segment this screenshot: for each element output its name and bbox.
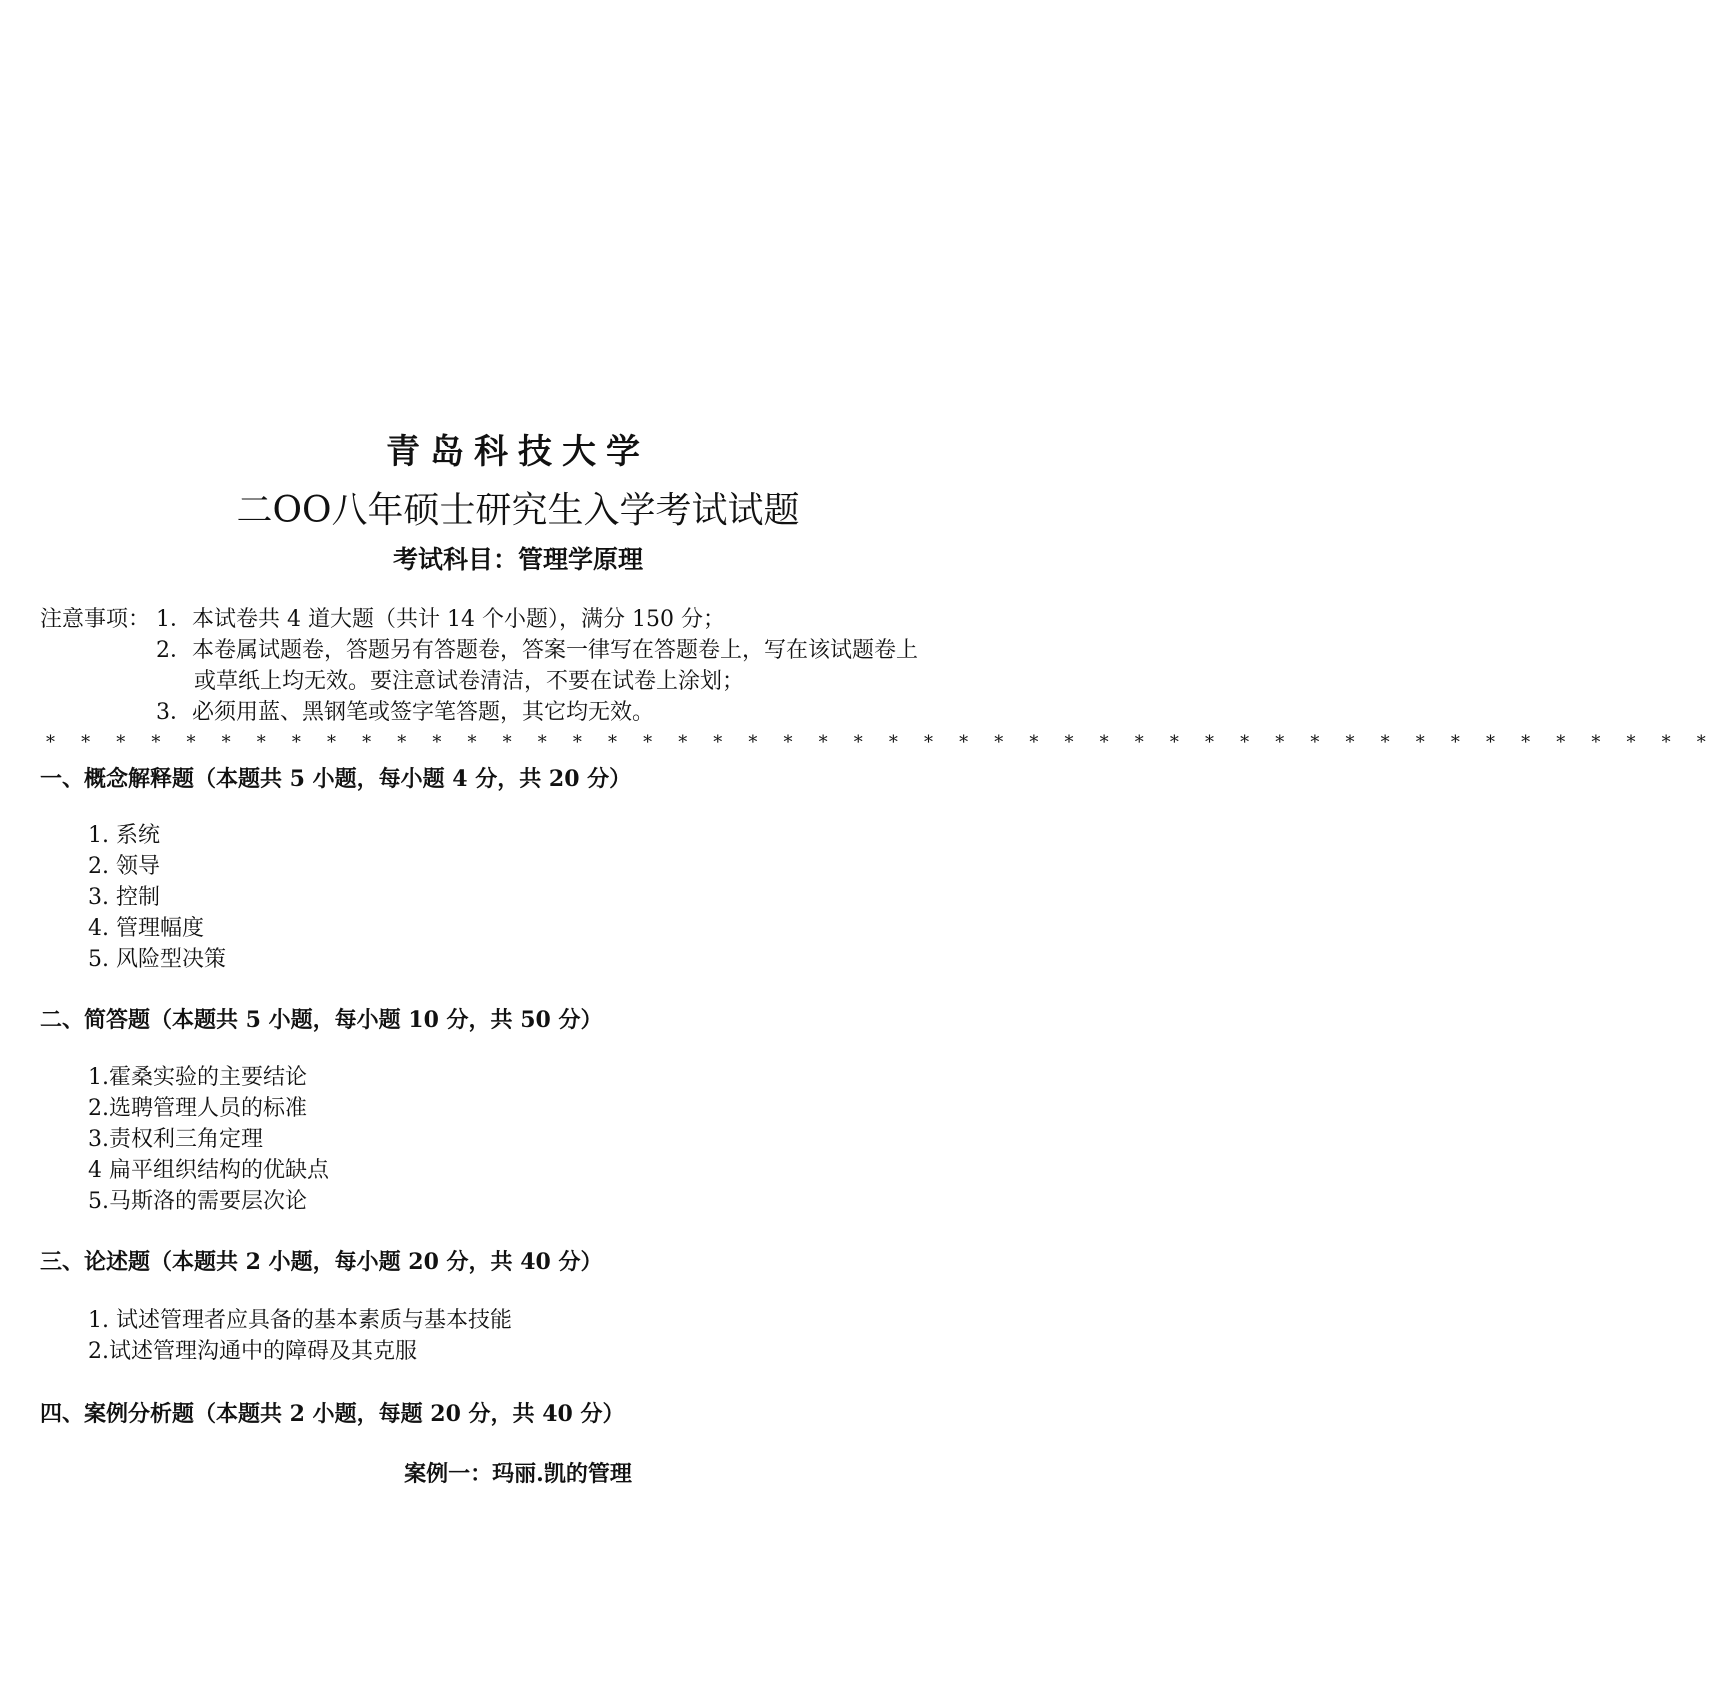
question-item: 1.霍桑实验的主要结论 <box>88 1065 307 1090</box>
question-item: 3. 控制 <box>88 885 160 910</box>
notice-item: 2．本卷属试题卷，答题另有答题卷，答案一律写在答题卷上，写在该试题卷上 <box>156 638 918 663</box>
exam-subject: 考试科目：管理学原理 <box>392 545 643 574</box>
case-title: 案例一：玛丽.凯的管理 <box>404 1461 632 1487</box>
question-item: 5. 风险型决策 <box>88 947 226 972</box>
question-item: 2.试述管理沟通中的障碍及其克服 <box>88 1339 417 1364</box>
question-item: 4. 管理幅度 <box>88 916 204 941</box>
notice-item: 3．必须用蓝、黑钢笔或签字笔答题，其它均无效。 <box>156 700 654 725</box>
separator-line: * * * * * * * * * * * * * * * * * * * * * * * * * * * * * * * * * * * * * * * * * * * * * * * * <box>46 732 1716 753</box>
section-heading-essay: 三、论述题（本题共 2 小题，每小题 20 分，共 40 分） <box>40 1249 603 1275</box>
question-item: 3.责权利三角定理 <box>88 1127 263 1152</box>
question-item: 1. 试述管理者应具备的基本素质与基本技能 <box>88 1308 512 1333</box>
notice-label: 注意事项： <box>40 607 151 632</box>
question-item: 2.选聘管理人员的标准 <box>88 1096 307 1121</box>
exam-title: 二OO八年硕士研究生入学考试试题 <box>236 490 800 531</box>
question-item: 5.马斯洛的需要层次论 <box>88 1189 307 1214</box>
question-item: 2. 领导 <box>88 854 160 879</box>
section-heading-short-answer: 二、简答题（本题共 5 小题，每小题 10 分，共 50 分） <box>40 1007 603 1033</box>
section-heading-case-analysis: 四、案例分析题（本题共 2 小题，每题 20 分，共 40 分） <box>40 1401 625 1427</box>
question-item: 4 扁平组织结构的优缺点 <box>88 1158 329 1183</box>
notice-item-continued: 或草纸上均无效。要注意试卷清洁，不要在试卷上涂划； <box>194 669 745 694</box>
notice-item: 1．本试卷共 4 道大题（共计 14 个小题），满分 150 分； <box>156 607 725 632</box>
section-heading-concepts: 一、概念解释题（本题共 5 小题，每小题 4 分，共 20 分） <box>40 766 632 792</box>
question-item: 1. 系统 <box>88 823 160 848</box>
university-name: 青岛科技大学 <box>386 432 650 472</box>
